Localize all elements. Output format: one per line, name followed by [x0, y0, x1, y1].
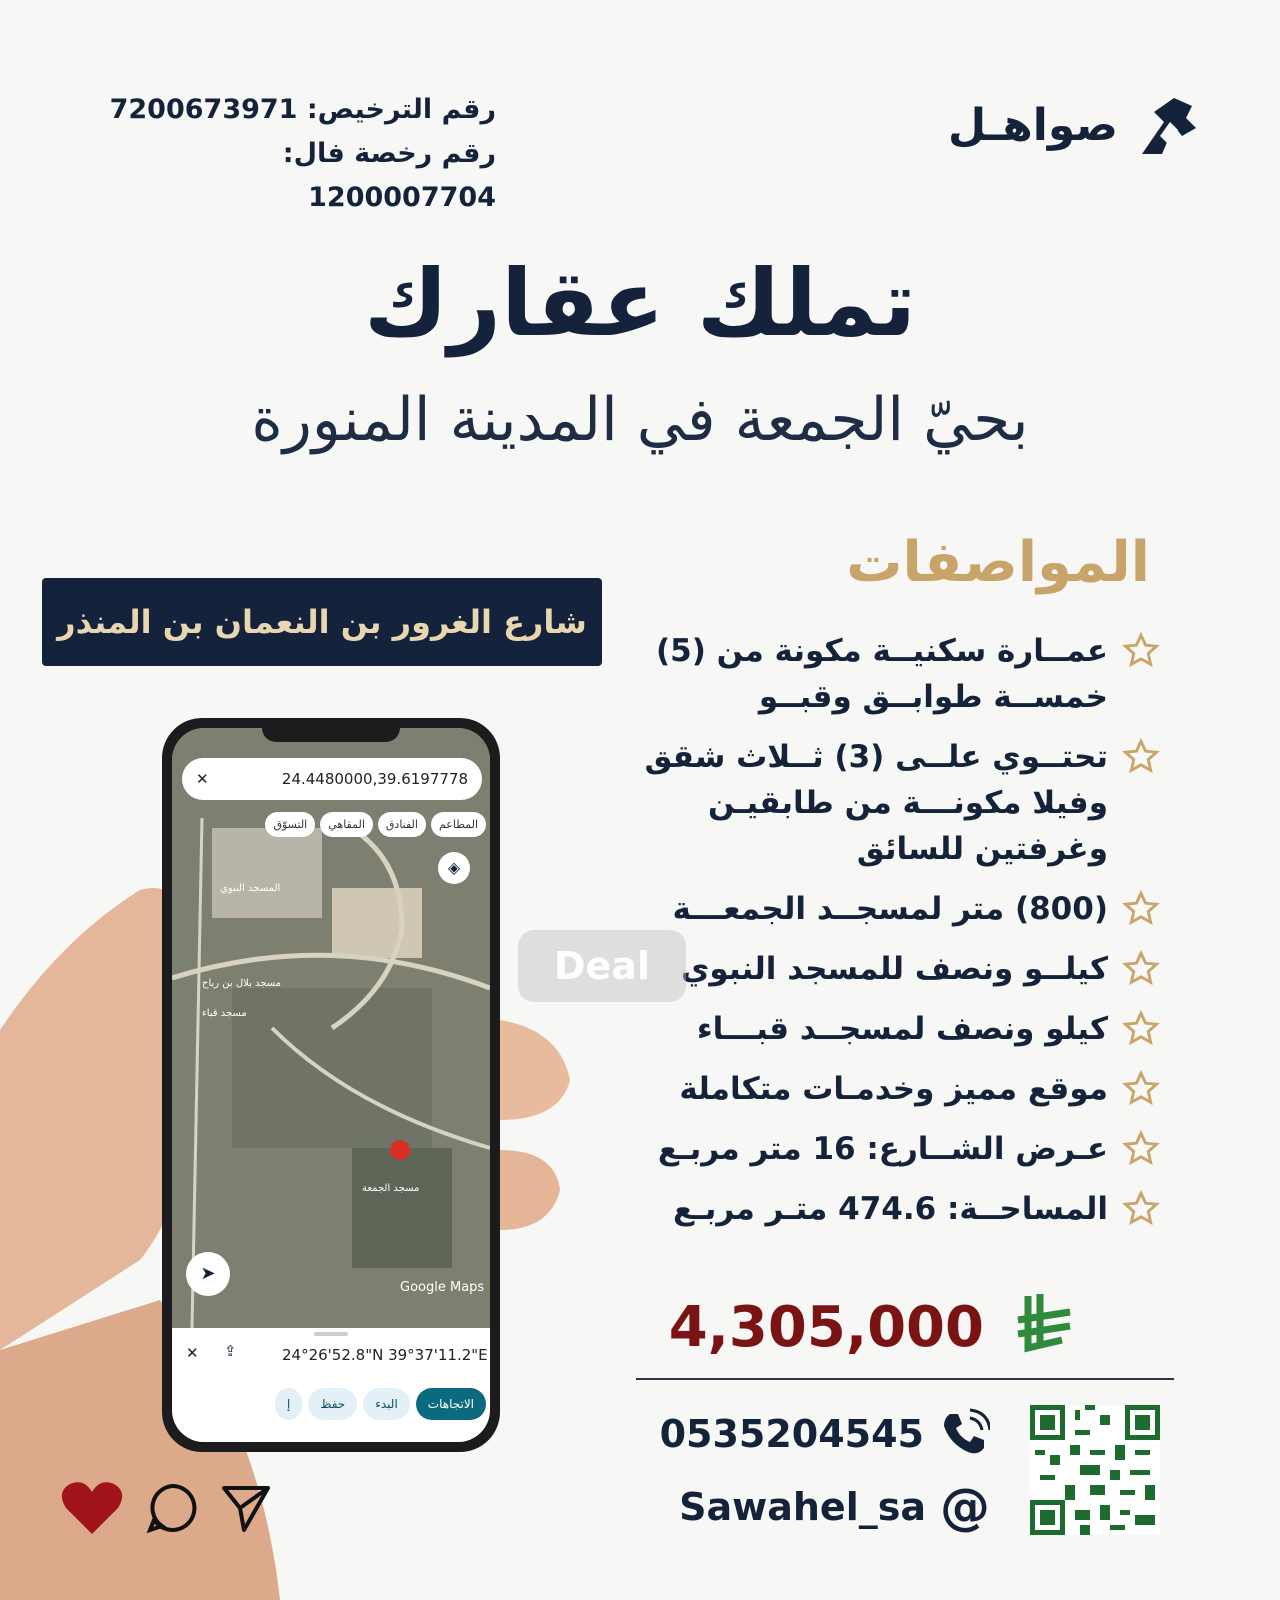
chip-hotels[interactable]: الفنادق	[378, 812, 426, 837]
map-label: مسجد بلال بن رباح	[202, 978, 282, 989]
layers-icon[interactable]: ◈	[438, 852, 470, 884]
star-icon	[1122, 1070, 1160, 1108]
instagram-contact[interactable]	[679, 1478, 990, 1536]
spec-item: تحتــوي علــى (3) ثــلاث شقق وفيلا مكونـــة من طابقيـن وغرفتين للسائق	[620, 734, 1160, 872]
navigate-icon[interactable]: ➤	[186, 1252, 230, 1296]
chip-restaurants[interactable]: المطاعم	[431, 812, 486, 837]
at-icon: @	[940, 1478, 990, 1536]
star-icon	[1122, 890, 1160, 928]
start-button[interactable]: البدء	[363, 1388, 410, 1420]
brand-logo	[948, 92, 1200, 158]
star-icon	[1122, 738, 1160, 776]
phone-number[interactable]: 0535204545	[659, 1412, 924, 1456]
search-input[interactable]: 24.4480000,39.6197778	[281, 770, 468, 788]
phone-mockup	[162, 718, 500, 1452]
map-search-bar[interactable]	[182, 758, 482, 800]
map-label: مسجد الجمعة	[362, 1183, 420, 1194]
map-label: مسجد قباء	[202, 1008, 247, 1019]
license-info	[96, 88, 496, 220]
share-icon[interactable]: ⇪	[224, 1342, 237, 1360]
license-number: رقم الترخيص: 7200673971	[109, 94, 496, 125]
fal-license-number: رقم رخصة فال: 1200007704	[282, 138, 496, 213]
phone-screen	[172, 728, 490, 1442]
chip-shopping[interactable]: التسوّق	[265, 812, 315, 837]
map-category-chips	[172, 812, 490, 837]
close-icon[interactable]: ✕	[186, 1344, 199, 1362]
place-coordinates: 24°26'52.8"N 39°37'11.2"E	[282, 1346, 488, 1364]
comment-icon[interactable]	[146, 1482, 198, 1534]
spec-item: كيلــو ونصف للمسجد النبوي	[620, 946, 1160, 992]
place-bottom-sheet	[172, 1328, 490, 1442]
brand-name: صواهـل	[947, 99, 1118, 151]
save-button[interactable]: حفظ	[308, 1388, 357, 1420]
saudi-riyal-icon	[1010, 1290, 1080, 1360]
star-icon	[1122, 632, 1160, 670]
phone-contact[interactable]	[660, 1408, 990, 1460]
spec-item: عمــارة سكنيــة مكونة من (5) خمســة طوابــق وقبــو	[620, 628, 1160, 720]
spec-item: عـرض الشــارع: 16 متر مربـع	[620, 1126, 1160, 1172]
qr-code[interactable]	[1030, 1405, 1160, 1535]
chip-cafes[interactable]: المقاهي	[320, 812, 373, 837]
divider	[636, 1378, 1174, 1380]
close-icon[interactable]: ✕	[196, 770, 209, 788]
spec-item: موقع مميز وخدمـات متكاملة	[620, 1066, 1160, 1112]
spec-item: كيلو ونصف لمسجــد قبـــاء	[620, 1006, 1160, 1052]
flag-button[interactable]: إ	[275, 1388, 302, 1420]
street-name-banner: شارع الغرور بن النعمان بن المنذر	[42, 578, 602, 666]
horse-head-icon	[1134, 92, 1200, 158]
social-actions	[60, 1480, 272, 1536]
send-icon[interactable]	[220, 1482, 272, 1534]
specs-list	[620, 628, 1160, 1246]
google-maps-label: Google Maps	[400, 1280, 485, 1295]
star-icon	[1122, 1190, 1160, 1228]
spec-item: (800) متر لمسجــد الجمعـــة	[620, 886, 1160, 932]
instagram-handle[interactable]: Sawahel_sa	[679, 1485, 926, 1529]
page-title: تملك عقارك	[363, 250, 917, 357]
map-label: المسجد النبوي	[220, 883, 281, 894]
price-amount: 4,305,000	[668, 1295, 984, 1360]
watermark: Deal	[518, 930, 686, 1002]
sheet-handle[interactable]	[314, 1332, 348, 1336]
spec-item: المساحــة: 474.6 متـر مربـع	[620, 1186, 1160, 1232]
star-icon	[1122, 1130, 1160, 1168]
heart-icon[interactable]	[60, 1480, 124, 1536]
phone-notch	[262, 718, 400, 742]
star-icon	[1122, 1010, 1160, 1048]
star-icon	[1122, 950, 1160, 988]
specs-title: المواصفات	[846, 530, 1150, 595]
directions-button[interactable]: الاتجاهات	[416, 1388, 486, 1420]
place-actions	[172, 1388, 490, 1420]
page-subtitle: بحيّ الجمعة في المدينة المنورة	[251, 385, 1029, 455]
phone-icon	[938, 1408, 990, 1460]
